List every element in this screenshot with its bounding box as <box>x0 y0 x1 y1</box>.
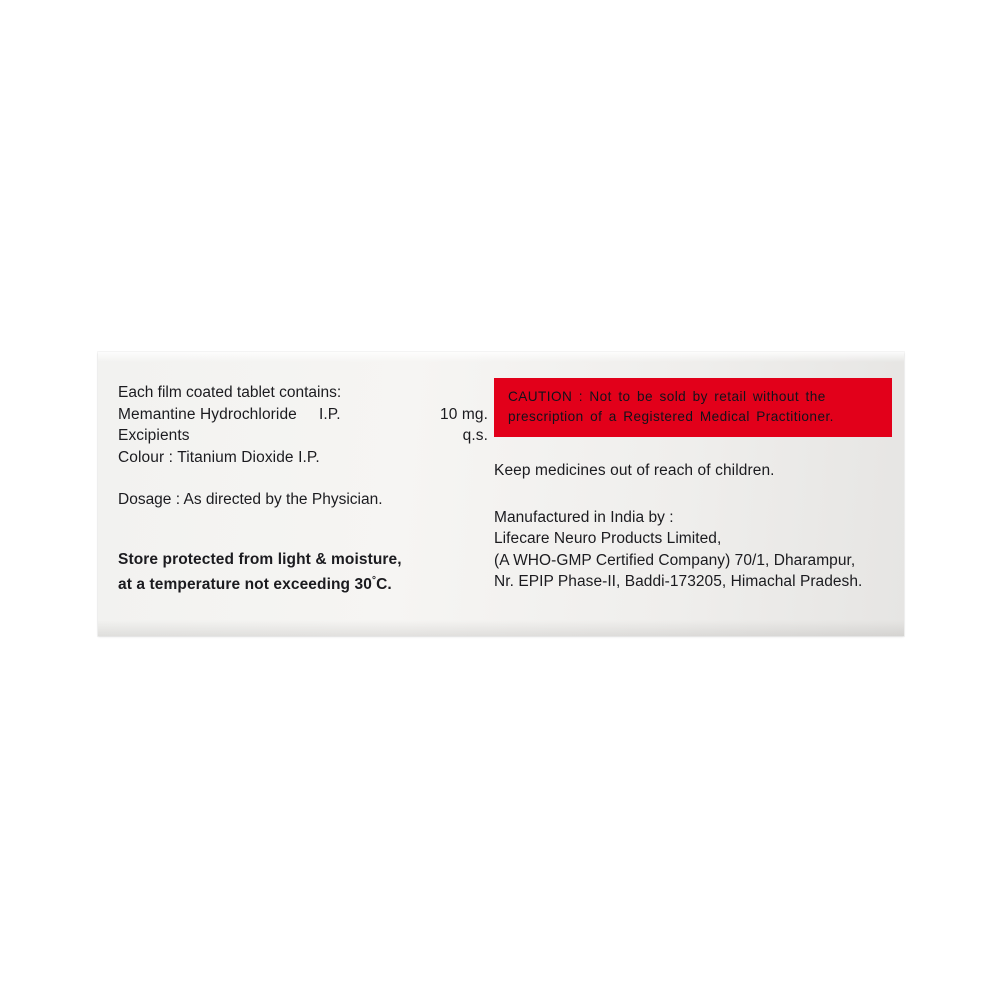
caution-banner <box>494 378 892 437</box>
manufacturer-address-line-1: (A WHO-GMP Certified Company) 70/1, Dharampur, <box>494 551 856 569</box>
composition-ingredient-name: Memantine Hydrochloride I.P. <box>118 405 341 423</box>
composition-ingredient-value: 10 mg. <box>440 405 488 423</box>
caution-line-1: CAUTION : Not to be sold by retail without the <box>508 389 826 404</box>
storage-line-1: Store protected from light & moisture, <box>118 550 402 568</box>
composition-heading: Each film coated tablet contains: <box>118 384 342 401</box>
medicine-carton-panel <box>98 352 904 636</box>
manufacturer-address-line-2: Nr. EPIP Phase-II, Baddi-173205, Himachal Pradesh. <box>494 573 863 590</box>
regulatory-column <box>494 378 894 593</box>
keep-out-of-reach-notice: Keep medicines out of reach of children. <box>494 462 775 479</box>
composition-row <box>118 404 488 426</box>
manufacturer-name: Lifecare Neuro Products Limited, <box>494 530 722 547</box>
composition-column <box>118 382 488 596</box>
storage-temp-unit: C. <box>376 576 392 594</box>
composition-row <box>118 425 488 447</box>
caution-line-2: prescription of a Registered Medical Practitioner. <box>508 409 834 424</box>
storage-temp-text: at a temperature not exceeding 30 <box>118 576 372 594</box>
composition-ingredient-value: q.s. <box>462 427 488 444</box>
manufacturer-block <box>494 507 894 593</box>
storage-line-2 <box>118 570 488 596</box>
manufacturer-heading: Manufactured in India by : <box>494 508 674 526</box>
storage-instructions <box>118 549 488 596</box>
degree-icon: ° <box>371 575 377 586</box>
composition-colour-line: Colour : Titanium Dioxide I.P. <box>118 448 320 466</box>
composition-ingredient-name: Excipients <box>118 427 190 444</box>
dosage-line: Dosage : As directed by the Physician. <box>118 491 383 508</box>
